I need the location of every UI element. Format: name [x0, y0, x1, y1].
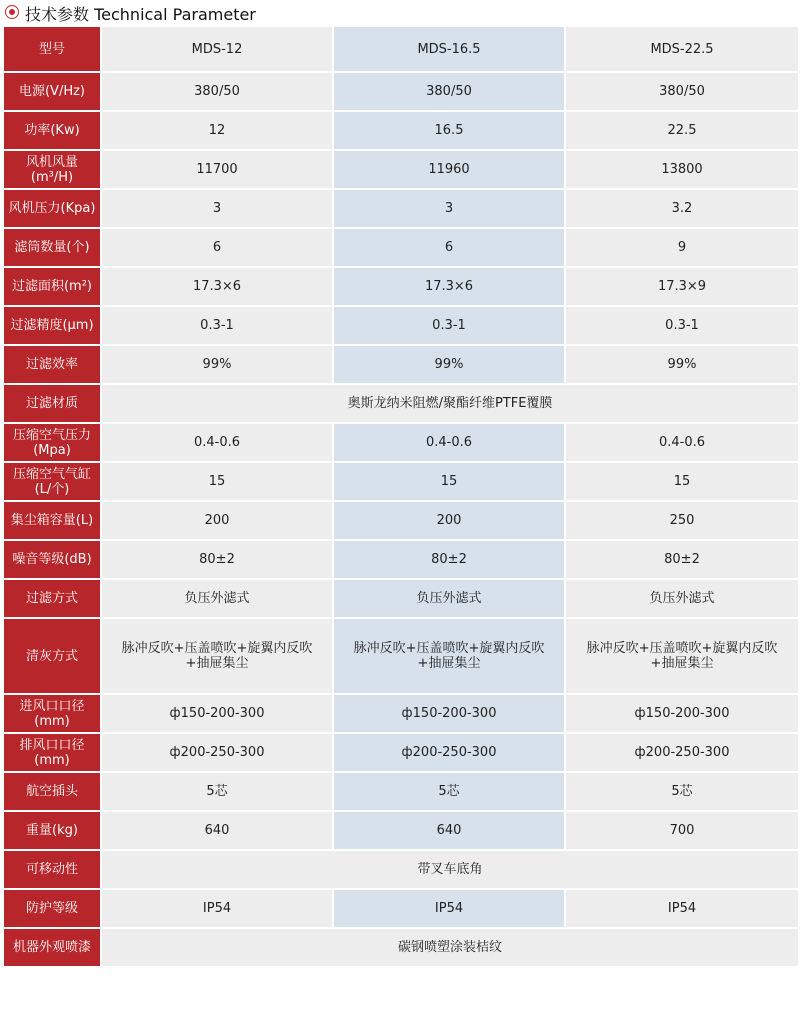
table-cell: ф150-200-300 [565, 694, 799, 733]
row-label: 滤筒数量(个) [3, 228, 101, 267]
row-label: 电源(V/Hz) [3, 72, 101, 111]
table-row-cleaning-method [3, 618, 799, 694]
table-row-mobility [3, 850, 799, 889]
table-row-filter-material [3, 384, 799, 423]
table-cell: 250 [565, 501, 799, 540]
table-cell: 0.3-1 [565, 306, 799, 345]
section-header [0, 0, 800, 24]
table-cell: 200 [333, 501, 565, 540]
table-row-protection-level [3, 889, 799, 928]
row-label: 航空插头 [3, 772, 101, 811]
table-cell: 3 [101, 189, 333, 228]
table-cell: MDS-16.5 [333, 26, 565, 72]
table-cell: 9 [565, 228, 799, 267]
table-row-outlet-diameter [3, 733, 799, 772]
table-cell: 5芯 [101, 772, 333, 811]
row-label: 过滤精度(μm) [3, 306, 101, 345]
table-cell-span: 带叉车底角 [101, 850, 799, 889]
table-cell-span: 奥斯龙纳米阻燃/聚酯纤维PTFE覆膜 [101, 384, 799, 423]
table-cell: 15 [565, 462, 799, 501]
table-cell: 700 [565, 811, 799, 850]
table-cell: IP54 [565, 889, 799, 928]
table-row-fan-pressure [3, 189, 799, 228]
table-row-dust-box [3, 501, 799, 540]
table-cell: 17.3×6 [101, 267, 333, 306]
row-label: 重量(kg) [3, 811, 101, 850]
table-cell: 3 [333, 189, 565, 228]
section-title: 技术参数 Technical Parameter [25, 5, 256, 24]
row-label: 集尘箱容量(L) [3, 501, 101, 540]
table-cell: 6 [333, 228, 565, 267]
table-cell: 15 [333, 462, 565, 501]
row-label: 型号 [3, 26, 101, 72]
table-cell: 0.4-0.6 [101, 423, 333, 462]
table-row-filter-precision [3, 306, 799, 345]
row-label: 压缩空气气缸 (L/个) [3, 462, 101, 501]
table-row-filter-method [3, 579, 799, 618]
row-label: 功率(Kw) [3, 111, 101, 150]
table-row-noise [3, 540, 799, 579]
row-label: 过滤效率 [3, 345, 101, 384]
table-cell: 12 [101, 111, 333, 150]
table-cell: 80±2 [101, 540, 333, 579]
table-row-air-cylinder [3, 462, 799, 501]
table-cell: 负压外滤式 [333, 579, 565, 618]
table-cell: 负压外滤式 [565, 579, 799, 618]
table-cell: 0.3-1 [101, 306, 333, 345]
table-row-filter-efficiency [3, 345, 799, 384]
row-label: 压缩空气压力 (Mpa) [3, 423, 101, 462]
table-cell: 640 [101, 811, 333, 850]
table-cell: 15 [101, 462, 333, 501]
row-label: 过滤面积(m²) [3, 267, 101, 306]
row-label: 可移动性 [3, 850, 101, 889]
table-cell: IP54 [333, 889, 565, 928]
table-cell: ф200-250-300 [565, 733, 799, 772]
row-label: 风机压力(Kpa) [3, 189, 101, 228]
row-label: 排风口口径 (mm) [3, 733, 101, 772]
table-cell: ф150-200-300 [101, 694, 333, 733]
table-cell: 脉冲反吹+压盖喷吹+旋翼内反吹 +抽屉集尘 [565, 618, 799, 694]
table-row-filter-count [3, 228, 799, 267]
table-cell: 13800 [565, 150, 799, 189]
table-cell: 640 [333, 811, 565, 850]
row-label: 机器外观喷漆 [3, 928, 101, 967]
table-cell: 0.3-1 [333, 306, 565, 345]
table-cell: 380/50 [333, 72, 565, 111]
table-cell: 负压外滤式 [101, 579, 333, 618]
table-cell: 99% [333, 345, 565, 384]
row-label: 清灰方式 [3, 618, 101, 694]
table-cell: 0.4-0.6 [333, 423, 565, 462]
bullet-icon [5, 5, 19, 19]
table-cell: 99% [565, 345, 799, 384]
table-row-power [3, 111, 799, 150]
table-row-power-supply [3, 72, 799, 111]
table-cell: 80±2 [333, 540, 565, 579]
table-cell: MDS-22.5 [565, 26, 799, 72]
table-cell: 5芯 [333, 772, 565, 811]
table-cell: 380/50 [565, 72, 799, 111]
table-cell: 脉冲反吹+压盖喷吹+旋翼内反吹 +抽屉集尘 [333, 618, 565, 694]
table-cell: 99% [101, 345, 333, 384]
table-cell: 脉冲反吹+压盖喷吹+旋翼内反吹 +抽屉集尘 [101, 618, 333, 694]
table-row-fan-airflow [3, 150, 799, 189]
table-cell: 6 [101, 228, 333, 267]
table-cell: 3.2 [565, 189, 799, 228]
table-cell: 11700 [101, 150, 333, 189]
table-cell: 11960 [333, 150, 565, 189]
table-cell: ф150-200-300 [333, 694, 565, 733]
table-cell: ф200-250-300 [101, 733, 333, 772]
table-row-weight [3, 811, 799, 850]
row-label: 过滤材质 [3, 384, 101, 423]
table-cell: 5芯 [565, 772, 799, 811]
table-cell: MDS-12 [101, 26, 333, 72]
table-cell: 17.3×9 [565, 267, 799, 306]
row-label: 防护等级 [3, 889, 101, 928]
table-row-model [3, 26, 799, 72]
table-cell: 200 [101, 501, 333, 540]
row-label: 过滤方式 [3, 579, 101, 618]
row-label: 噪音等级(dB) [3, 540, 101, 579]
table-cell: 22.5 [565, 111, 799, 150]
table-cell: ф200-250-300 [333, 733, 565, 772]
table-row-filter-area [3, 267, 799, 306]
table-cell: 17.3×6 [333, 267, 565, 306]
table-row-air-pressure [3, 423, 799, 462]
technical-parameter-table [2, 25, 800, 968]
row-label: 进风口口径 (mm) [3, 694, 101, 733]
table-cell: 0.4-0.6 [565, 423, 799, 462]
table-row-paint-finish [3, 928, 799, 967]
table-row-inlet-diameter [3, 694, 799, 733]
table-cell: 380/50 [101, 72, 333, 111]
table-cell: 80±2 [565, 540, 799, 579]
table-cell-span: 碳钢喷塑涂装桔纹 [101, 928, 799, 967]
table-cell: 16.5 [333, 111, 565, 150]
table-cell: IP54 [101, 889, 333, 928]
table-row-aviation-plug [3, 772, 799, 811]
row-label: 风机风量 (m³/H) [3, 150, 101, 189]
